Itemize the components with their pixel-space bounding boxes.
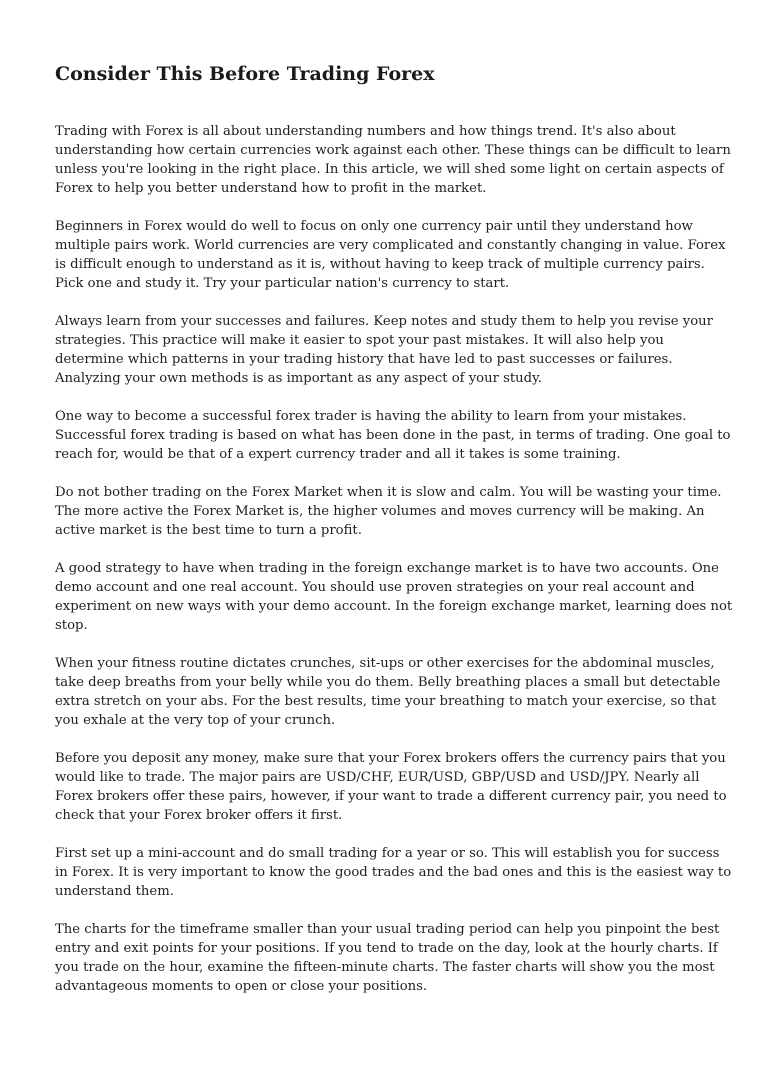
text-line: check that your Forex broker offers it first. <box>55 808 343 823</box>
text-line: reach for, would be that of a expert currency trader and all it takes is some training. <box>55 447 621 462</box>
paragraph-10 <box>55 920 720 996</box>
paragraph-1 <box>55 122 731 198</box>
text-line: Pick one and study it. Try your particular nation's currency to start. <box>55 276 510 291</box>
text-line: take deep breaths from your belly while you do them. Belly breathing places a small but detectable <box>55 675 721 690</box>
text-line: When your fitness routine dictates crunches, sit-ups or other exercises for the abdominal muscles, <box>55 656 715 671</box>
text-line: you exhale at the very top of your crunch. <box>55 713 336 728</box>
text-line: Successful forex trading is based on what has been done in the past, in terms of trading. One goal to <box>55 428 731 443</box>
paragraph-3 <box>55 312 715 388</box>
text-line: One way to become a successful forex trader is having the ability to learn from your mistakes. <box>55 409 687 424</box>
text-line: entry and exit points for your positions. If you tend to trade on the day, look at the hourly charts. If <box>55 941 718 956</box>
text-line: extra stretch on your abs. For the best results, time your breathing to match your exercise, so that <box>55 694 717 709</box>
text-line: active market is the best time to turn a profit. <box>55 523 362 538</box>
text-line: stop. <box>55 618 88 633</box>
paragraph-9 <box>55 844 732 901</box>
text-line: Forex brokers offer these pairs, however, if your want to trade a different currency pair, you need to <box>55 789 727 804</box>
text-line: advantageous moments to open or close your positions. <box>55 979 428 994</box>
paragraph-2 <box>55 217 726 293</box>
paragraph-7 <box>55 654 721 730</box>
text-line: would like to trade. The major pairs are USD/CHF, EUR/USD, GBP/USD and USD/JPY. Nearly all <box>55 770 700 785</box>
text-line: Do not bother trading on the Forex Market when it is slow and calm. You will be wasting your time. <box>55 485 722 500</box>
text-line: demo account and one real account. You should use proven strategies on your real account and <box>55 580 695 595</box>
text-line: Before you deposit any money, make sure that your Forex brokers offers the currency pairs that you <box>55 751 726 766</box>
text-line: determine which patterns in your trading history that have led to past successes or failures. <box>55 352 673 367</box>
text-line: The more active the Forex Market is, the higher volumes and moves currency will be making. An <box>55 504 705 519</box>
text-line: experiment on new ways with your demo account. In the foreign exchange market, learning does not <box>55 599 733 614</box>
text-line: A good strategy to have when trading in the foreign exchange market is to have two accounts. One <box>55 561 719 576</box>
text-line: Trading with Forex is all about understanding numbers and how things trend. It's also about <box>55 124 676 139</box>
document-title: Consider This Before Trading Forex <box>55 63 435 85</box>
text-line: Beginners in Forex would do well to focus on only one currency pair until they understand how <box>55 219 693 234</box>
text-line: Analyzing your own methods is as important as any aspect of your study. <box>55 371 542 386</box>
text-line: is difficult enough to understand as it is, without having to keep track of multiple currency pairs. <box>55 257 705 272</box>
paragraph-4 <box>55 407 731 464</box>
text-line: Always learn from your successes and failures. Keep notes and study them to help you revise your <box>55 314 713 329</box>
text-line: unless you're looking in the right place. In this article, we will shed some light on certain aspects of <box>55 162 724 177</box>
document-body <box>55 122 733 1015</box>
paragraph-8 <box>55 749 727 825</box>
text-line: in Forex. It is very important to know the good trades and the bad ones and this is the easiest way to <box>55 865 732 880</box>
text-line: you trade on the hour, examine the fifteen-minute charts. The faster charts will show you the most <box>55 960 715 975</box>
paragraph-5 <box>55 483 722 540</box>
text-line: strategies. This practice will make it easier to spot your past mistakes. It will also help you <box>55 333 664 348</box>
text-line: understanding how certain currencies work against each other. These things can be difficult to learn <box>55 143 731 158</box>
text-line: The charts for the timeframe smaller than your usual trading period can help you pinpoint the best <box>55 922 720 937</box>
paragraph-6 <box>55 559 733 635</box>
text-line: multiple pairs work. World currencies are very complicated and constantly changing in value. Forex <box>55 238 726 253</box>
text-line: understand them. <box>55 884 174 899</box>
text-line: First set up a mini-account and do small trading for a year or so. This will establish you for success <box>55 846 720 861</box>
text-line: Forex to help you better understand how to profit in the market. <box>55 181 487 196</box>
